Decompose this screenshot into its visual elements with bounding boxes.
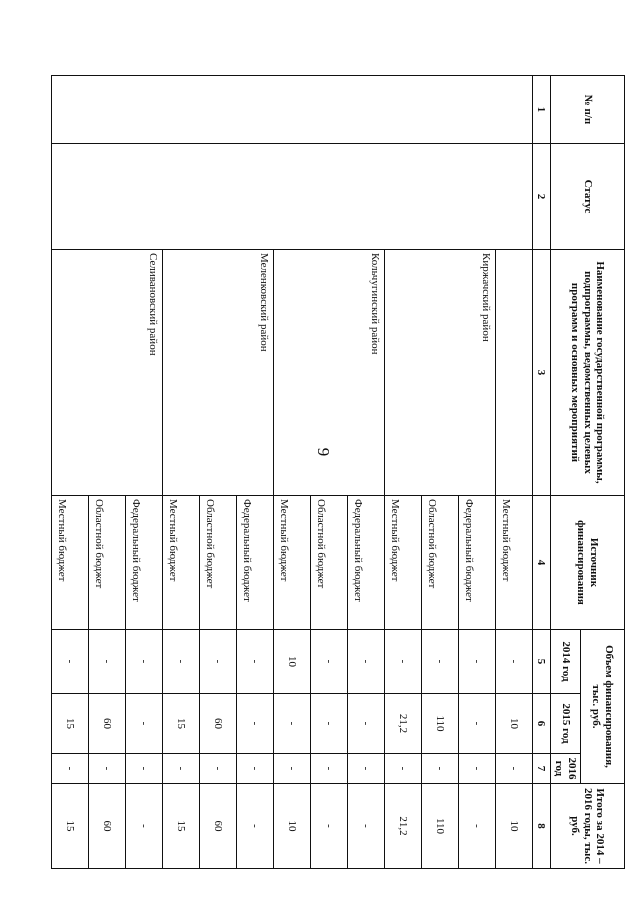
header-2015: 2015 год	[551, 694, 581, 754]
total-value: 15	[163, 784, 200, 869]
funding-y2014: -	[348, 630, 385, 694]
funding-y2016: -	[459, 754, 496, 784]
funding-y2016: -	[126, 754, 163, 784]
funding-source: Федеральный бюджет	[459, 496, 496, 630]
total-value: 21,2	[385, 784, 422, 869]
funding-y2015: 10	[496, 694, 533, 754]
funding-y2014: -	[237, 630, 274, 694]
district-name: Кольчугинский район	[274, 250, 385, 496]
page-number: 9	[314, 447, 333, 457]
rotated-page-content	[56, 75, 625, 868]
column-number: 5	[533, 630, 551, 694]
district-name: Киржачский район	[385, 250, 496, 496]
funding-y2015: 110	[422, 694, 459, 754]
column-number: 3	[533, 250, 551, 496]
funding-y2014: -	[200, 630, 237, 694]
funding-y2014: -	[89, 630, 126, 694]
funding-y2016: -	[163, 754, 200, 784]
funding-source: Федеральный бюджет	[348, 496, 385, 630]
total-value: -	[311, 784, 348, 869]
column-number: 2	[533, 144, 551, 250]
header-num: № п/п	[551, 76, 625, 144]
funding-y2016: -	[52, 754, 89, 784]
funding-y2014: -	[459, 630, 496, 694]
column-number-row	[533, 76, 551, 869]
header-funding: Объем финансирования, тыс. руб.	[581, 630, 625, 784]
column-number: 7	[533, 754, 551, 784]
total-value: -	[348, 784, 385, 869]
funding-source: Местный бюджет	[52, 496, 89, 630]
funding-y2016: -	[274, 754, 311, 784]
funding-y2016: -	[348, 754, 385, 784]
funding-source: Областной бюджет	[422, 496, 459, 630]
funding-y2015: -	[274, 694, 311, 754]
column-number: 1	[533, 76, 551, 144]
funding-y2014: -	[422, 630, 459, 694]
funding-y2015: -	[459, 694, 496, 754]
column-number: 8	[533, 784, 551, 869]
funding-source: Федеральный бюджет	[237, 496, 274, 630]
header-name: Наименование государственной программы, подпрограммы, ведомственных целевых программ и основных мероприятий	[551, 250, 625, 496]
funding-source: Областной бюджет	[200, 496, 237, 630]
header-total: Итого за 2014 – 2016 годы, тыс. руб.	[551, 784, 625, 869]
header-2016: 2016 год	[551, 754, 581, 784]
funding-y2014: -	[126, 630, 163, 694]
funding-y2015: -	[348, 694, 385, 754]
header-2014: 2014 год	[551, 630, 581, 694]
column-number: 4	[533, 496, 551, 630]
funding-source: Областной бюджет	[89, 496, 126, 630]
funding-y2015: 60	[89, 694, 126, 754]
total-value: -	[126, 784, 163, 869]
num-cell	[52, 76, 533, 144]
funding-y2015: -	[126, 694, 163, 754]
funding-table	[51, 75, 625, 869]
district-name: Селивановский район	[52, 250, 163, 496]
funding-y2016: -	[311, 754, 348, 784]
funding-source: Местный бюджет	[274, 496, 311, 630]
district-name: Меленковский район	[163, 250, 274, 496]
header-status: Статус	[551, 144, 625, 250]
funding-y2015: 60	[200, 694, 237, 754]
funding-y2014: 10	[274, 630, 311, 694]
name-cell	[496, 250, 533, 496]
funding-y2015: 15	[52, 694, 89, 754]
funding-source: Областной бюджет	[311, 496, 348, 630]
funding-source: Федеральный бюджет	[126, 496, 163, 630]
funding-y2014: -	[163, 630, 200, 694]
funding-y2015: -	[237, 694, 274, 754]
header-source: Источник финансирования	[551, 496, 625, 630]
funding-y2014: -	[52, 630, 89, 694]
total-value: 15	[52, 784, 89, 869]
funding-y2015: 15	[163, 694, 200, 754]
funding-source: Местный бюджет	[163, 496, 200, 630]
funding-y2016: -	[496, 754, 533, 784]
total-value: -	[237, 784, 274, 869]
funding-y2014: -	[496, 630, 533, 694]
funding-y2015: 21,2	[385, 694, 422, 754]
table-row	[496, 76, 533, 869]
total-value: 60	[89, 784, 126, 869]
funding-y2016: -	[237, 754, 274, 784]
funding-y2015: -	[311, 694, 348, 754]
funding-y2014: -	[385, 630, 422, 694]
total-value: 110	[422, 784, 459, 869]
funding-y2016: -	[422, 754, 459, 784]
column-number: 6	[533, 694, 551, 754]
total-value: 10	[496, 784, 533, 869]
total-value: -	[459, 784, 496, 869]
funding-y2016: -	[89, 754, 126, 784]
total-value: 60	[200, 784, 237, 869]
funding-source: Местный бюджет	[496, 496, 533, 630]
status-cell	[52, 144, 533, 250]
funding-y2014: -	[311, 630, 348, 694]
funding-y2016: -	[200, 754, 237, 784]
total-value: 10	[274, 784, 311, 869]
funding-source: Местный бюджет	[385, 496, 422, 630]
funding-y2016: -	[385, 754, 422, 784]
